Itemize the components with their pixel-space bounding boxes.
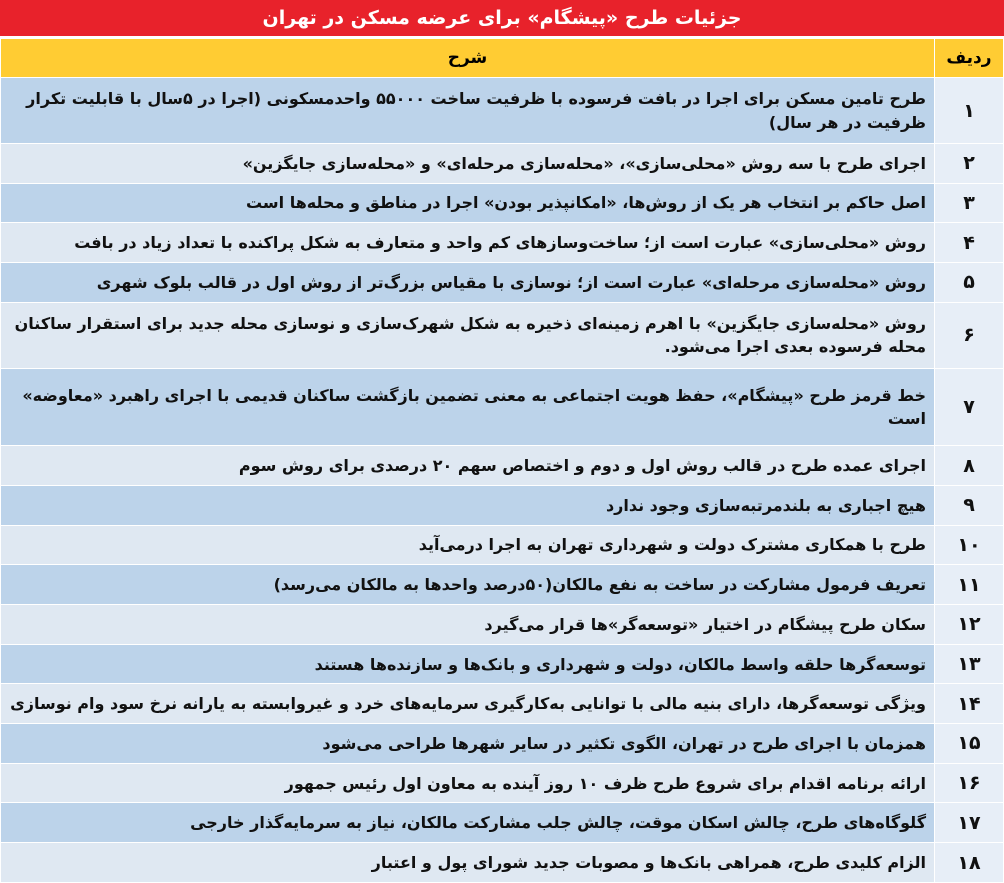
table-row xyxy=(1,565,1004,605)
row-description: طرح با همکاری مشترک دولت و شهرداری تهران به اجرا درمی‌آید xyxy=(1,525,935,565)
row-description: هیچ اجباری به بلندمرتبه‌سازی وجود ندارد xyxy=(1,486,935,526)
row-number: ۱۸ xyxy=(935,843,1004,883)
row-number: ۱۷ xyxy=(935,803,1004,843)
row-description: گلوگاه‌های طرح، چالش اسکان موقت، چالش جلب مشارکت مالکان، نیاز به سرمایه‌گذار خارجی xyxy=(1,803,935,843)
row-description: تعریف فرمول مشارکت در ساخت به نفع مالکان(۵۰درصد واحدها به مالکان می‌رسد) xyxy=(1,565,935,605)
table-row xyxy=(1,183,1004,223)
row-number: ۴ xyxy=(935,223,1004,263)
row-number: ۱۲ xyxy=(935,605,1004,645)
table-row xyxy=(1,368,1004,446)
plan-details-table xyxy=(0,38,1004,883)
row-description: روش «محله‌سازی جایگزین» با اهرم زمینه‌ای ذخیره به شکل شهرک‌سازی و نوسازی محله جدید برای استقرار ساکنان محله فرسوده بعدی اجرا می‌شود. xyxy=(1,302,935,368)
header-description: شرح xyxy=(1,39,935,78)
table-row xyxy=(1,302,1004,368)
row-number: ۱۴ xyxy=(935,684,1004,724)
row-number: ۱۱ xyxy=(935,565,1004,605)
row-number: ۲ xyxy=(935,144,1004,184)
row-description: اجرای عمده طرح در قالب روش اول و دوم و اختصاص سهم ۲۰ درصدی برای روش سوم xyxy=(1,446,935,486)
row-description: روش «محلی‌سازی» عبارت است از؛ ساخت‌وسازهای کم واحد و متعارف به شکل پراکنده با تعداد زیاد در بافت xyxy=(1,223,935,263)
row-number: ۱۶ xyxy=(935,763,1004,803)
row-description: ارائه برنامه اقدام برای شروع طرح ظرف ۱۰ روز آینده به معاون اول رئیس جمهور xyxy=(1,763,935,803)
row-number: ۷ xyxy=(935,368,1004,446)
row-number: ۶ xyxy=(935,302,1004,368)
table-row xyxy=(1,724,1004,764)
table-header-row xyxy=(1,39,1004,78)
row-description: ویژگی توسعه‌گرها، دارای بنیه مالی با توانایی به‌کارگیری سرمایه‌های خرد و غیروابسته به یارانه نرخ سود وام نوسازی xyxy=(1,684,935,724)
table-row xyxy=(1,843,1004,883)
row-description: خط قرمز طرح «پیشگام»، حفظ هویت اجتماعی به معنی تضمین بازگشت ساکنان قدیمی با اجرای راهبرد «معاوضه» است xyxy=(1,368,935,446)
row-number: ۵ xyxy=(935,263,1004,303)
table-row xyxy=(1,486,1004,526)
table-title: جزئیات طرح «پیشگام» برای عرضه مسکن در تهران xyxy=(0,0,1004,38)
table-row xyxy=(1,144,1004,184)
table-row xyxy=(1,803,1004,843)
table-row xyxy=(1,763,1004,803)
row-description: توسعه‌گرها حلقه واسط مالکان، دولت و شهرداری و بانک‌ها و سازنده‌ها هستند xyxy=(1,644,935,684)
row-description: اصل حاکم بر انتخاب هر یک از روش‌ها، «امکانپذیر بودن» اجرا در مناطق و محله‌ها است xyxy=(1,183,935,223)
table-row xyxy=(1,644,1004,684)
table-row xyxy=(1,263,1004,303)
table-row xyxy=(1,684,1004,724)
row-number: ۱۰ xyxy=(935,525,1004,565)
row-description: روش «محله‌سازی مرحله‌ای» عبارت است از؛ نوسازی با مقیاس بزرگ‌تر از روش اول در قالب بلوک شهری xyxy=(1,263,935,303)
row-number: ۱۳ xyxy=(935,644,1004,684)
table-body xyxy=(1,78,1004,883)
row-number: ۹ xyxy=(935,486,1004,526)
table-row xyxy=(1,605,1004,645)
header-number: ردیف xyxy=(935,39,1004,78)
table-row xyxy=(1,446,1004,486)
row-number: ۳ xyxy=(935,183,1004,223)
row-number: ۸ xyxy=(935,446,1004,486)
row-description: طرح تامین مسکن برای اجرا در بافت فرسوده با ظرفیت ساخت ۵۵۰۰۰ واحدمسکونی (اجرا در ۵سال با قابلیت تکرار ظرفیت در هر سال) xyxy=(1,78,935,144)
row-description: الزام کلیدی طرح، همراهی بانک‌ها و مصوبات جدید شورای پول و اعتبار xyxy=(1,843,935,883)
row-description: همزمان با اجرای طرح در تهران، الگوی تکثیر در سایر شهرها طراحی می‌شود xyxy=(1,724,935,764)
row-number: ۱۵ xyxy=(935,724,1004,764)
row-description: اجرای طرح با سه روش «محلی‌سازی»، «محله‌سازی مرحله‌ای» و «محله‌سازی جایگزین» xyxy=(1,144,935,184)
table-row xyxy=(1,525,1004,565)
row-description: سکان طرح پیشگام در اختیار «توسعه‌گر»ها قرار می‌گیرد xyxy=(1,605,935,645)
table-row xyxy=(1,78,1004,144)
table-row xyxy=(1,223,1004,263)
row-number: ۱ xyxy=(935,78,1004,144)
